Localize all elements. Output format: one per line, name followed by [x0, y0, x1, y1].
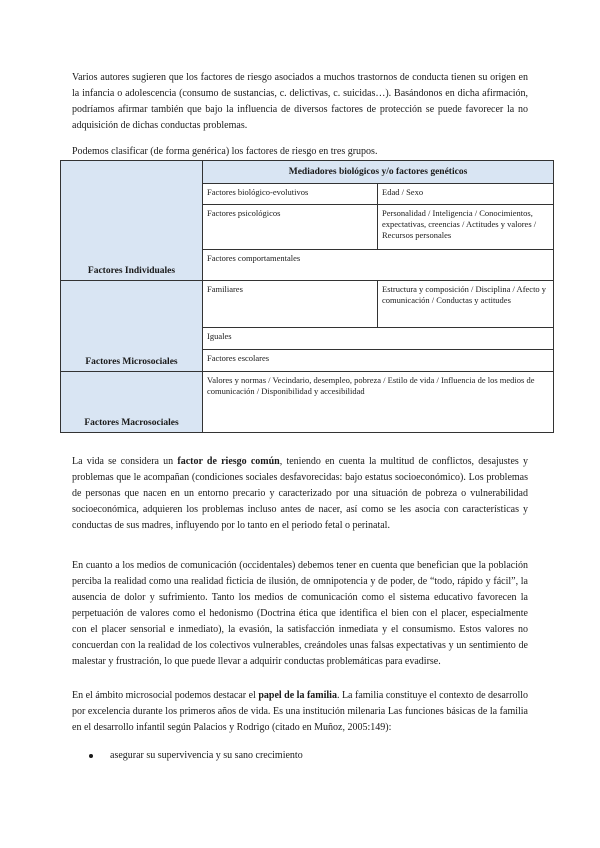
table-row: [61, 372, 554, 433]
table-row: [61, 161, 554, 184]
category-macrosocial: Factores Macrosociales: [61, 372, 203, 433]
classification-paragraph: Podemos clasificar (de forma genérica) los factores de riesgo en tres grupos.: [72, 146, 378, 157]
table-cell: Factores biológico-evolutivos: [203, 184, 378, 205]
list-item: asegurar su supervivencia y su sano crecimiento: [72, 748, 303, 764]
bold-term: factor de riesgo común: [177, 456, 280, 467]
family-paragraph: En el ámbito microsocial podemos destacar el papel de la familia. La familia constituye el contexto de desarrollo por excelencia durante los primeros años de vida. Es una institución milenaria Las funciones básicas de la familia en el desarrollo infantil según Palacios y Rodrigo (citado en Muñoz, 2005:149):: [72, 690, 528, 733]
table-cell: Iguales: [203, 328, 554, 350]
bold-term: papel de la familia: [258, 690, 337, 701]
table-cell: Factores psicológicos: [203, 205, 378, 250]
category-microsocial: Factores Microsociales: [61, 281, 203, 372]
table-cell: Valores y normas / Vecindario, desempleo, pobreza / Estilo de vida / Influencia de los medios de comunicación / Disponibilidad y accesibilidad: [203, 372, 554, 433]
risk-factors-table: [60, 160, 554, 433]
table-cell: Factores escolares: [203, 350, 554, 372]
table-cell: Estructura y composición / Disciplina / Afecto y comunicación / Conductas y actitudes: [378, 281, 554, 328]
table-cell: Factores comportamentales: [203, 250, 554, 281]
functions-list: [72, 748, 303, 764]
table-cell: Personalidad / Inteligencia / Conocimientos, expectativas, creencias / Actitudes y valores / Recursos personales: [378, 205, 554, 250]
category-individual: Factores Individuales: [61, 161, 203, 281]
table-cell: Edad / Sexo: [378, 184, 554, 205]
table-cell: Familiares: [203, 281, 378, 328]
media-paragraph: En cuanto a los medios de comunicación (occidentales) debemos tener en cuenta que benefician que la población perciba la realidad como una realidad ficticia de ilusión, de omnipotencia y de poder, de “todo, rápido y fácil”, la ausencia de dolor y sufrimiento. Tanto los medios de comunicación como el sistema educativo favorecen la perpetuación de valores como el hedonismo (Doctrina ética que identifica el bien con el placer, especialmente con el placer sensorial e inmediato), la evasión, la satisfacción inmediata y el consumismo. Estos valores no concuerdan con la realidad de los colectivos vulnerables, creándoles unas falsas expectativas y un sentimiento de malestar y frustración, lo que puede llevar a adquirir conductas problemáticas para evadirse.: [72, 560, 528, 667]
common-risk-paragraph: La vida se considera un factor de riesgo común, teniendo en cuenta la multitud de conflictos, desajustes y problemas que le acompañan (condiciones sociales desfavorecidas: bajo estatus socioeconómico). Los problemas de personas que nacen en un entorno precario y caracterizado por una situación de pobreza o vulnerabilidad socioeconómica, adquieren los problemas incluso antes de nacer, así como se les asocia con características y conductas de sus madres, influyendo por lo tanto en el periodo fetal o perinatal.: [72, 456, 528, 531]
intro-paragraph: Varios autores sugieren que los factores de riesgo asociados a muchos trastornos de conducta tienen su origen en la infancia o adolescencia (consumo de sustancias, c. delictivas, c. suicidas…). Basándonos en dicha afirmación, podríamos afirmar también que bajo la influencia de diversos factores de protección se puede favorecer la no adquisición de dichas conductas problemas.: [72, 72, 528, 131]
table-row: [61, 281, 554, 328]
table-header: Mediadores biológicos y/o factores genéticos: [203, 161, 554, 184]
